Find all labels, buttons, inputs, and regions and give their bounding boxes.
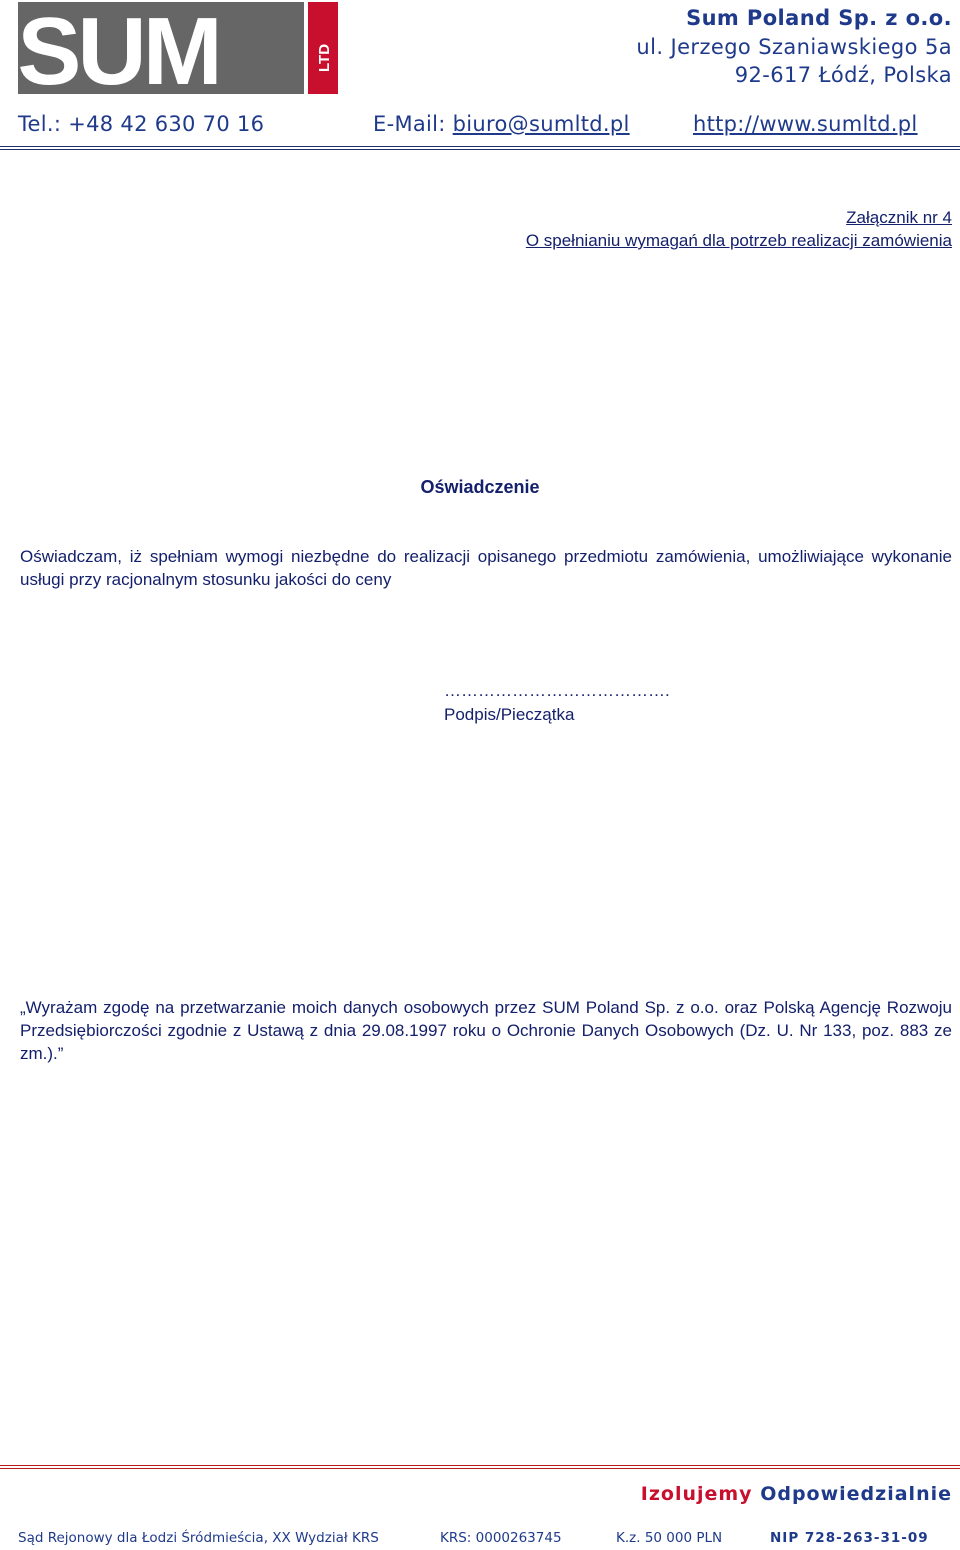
slogan-part1: Izolujemy bbox=[640, 1483, 753, 1505]
attachment-number: Załącznik nr 4 bbox=[846, 208, 952, 227]
slogan bbox=[641, 1483, 952, 1505]
company-logo bbox=[18, 2, 338, 94]
company-info bbox=[636, 4, 952, 90]
nip-number: NIP 728-263-31-09 bbox=[770, 1530, 929, 1546]
company-street: ul. Jerzego Szaniawskiego 5a bbox=[636, 34, 952, 59]
email-label: E-Mail: bbox=[373, 112, 446, 136]
signature-label: Podpis/Pieczątka bbox=[444, 705, 575, 724]
header-divider bbox=[0, 146, 960, 150]
email-link[interactable]: biuro@sumltd.pl bbox=[452, 112, 630, 136]
logo-badge-text: LTD bbox=[316, 43, 333, 73]
statement-paragraph: Oświadczam, iż spełniam wymogi niezbędne do realizacji opisanego przedmiotu zamówienia, umożliwiające wykonanie usługi przy racjonalnym stosunku jakości do ceny bbox=[20, 547, 952, 589]
slogan-part2: Odpowiedzialnie bbox=[760, 1483, 952, 1505]
share-capital: K.z. 50 000 PLN bbox=[616, 1530, 723, 1546]
company-name: Sum Poland Sp. z o.o. bbox=[686, 6, 952, 30]
email-block bbox=[373, 112, 630, 136]
contact-line bbox=[18, 112, 960, 142]
consent-paragraph: „Wyrażam zgodę na przetwarzanie moich danych osobowych przez SUM Poland Sp. z o.o. oraz Polską Agencję Rozwoju Przedsiębiorczości zgodnie z Ustawą z dnia 29.08.1997 roku o Ochronie Danych Osobowych (Dz. U. Nr 133, poz. 883 ze zm.).” bbox=[20, 998, 952, 1063]
footer-info bbox=[18, 1530, 948, 1550]
footer-divider bbox=[0, 1465, 960, 1469]
website-link[interactable]: http://www.sumltd.pl bbox=[693, 112, 918, 136]
attachment-heading bbox=[526, 206, 952, 252]
krs-number: KRS: 0000263745 bbox=[440, 1530, 562, 1546]
sum-ltd-logo-graphic bbox=[18, 2, 338, 94]
logo-main-text: SUM bbox=[18, 2, 219, 94]
company-city: 92-617 Łódź, Polska bbox=[734, 63, 952, 87]
document-title: Oświadczenie bbox=[420, 477, 540, 497]
attachment-subject: O spełnianiu wymagań dla potrzeb realizacji zamówienia bbox=[525, 231, 952, 250]
signature-line: …………………………………. bbox=[444, 681, 670, 700]
court-registry: Sąd Rejonowy dla Łodzi Śródmieścia, XX Wydział KRS bbox=[18, 1530, 379, 1546]
phone: Tel.: +48 42 630 70 16 bbox=[18, 112, 265, 136]
